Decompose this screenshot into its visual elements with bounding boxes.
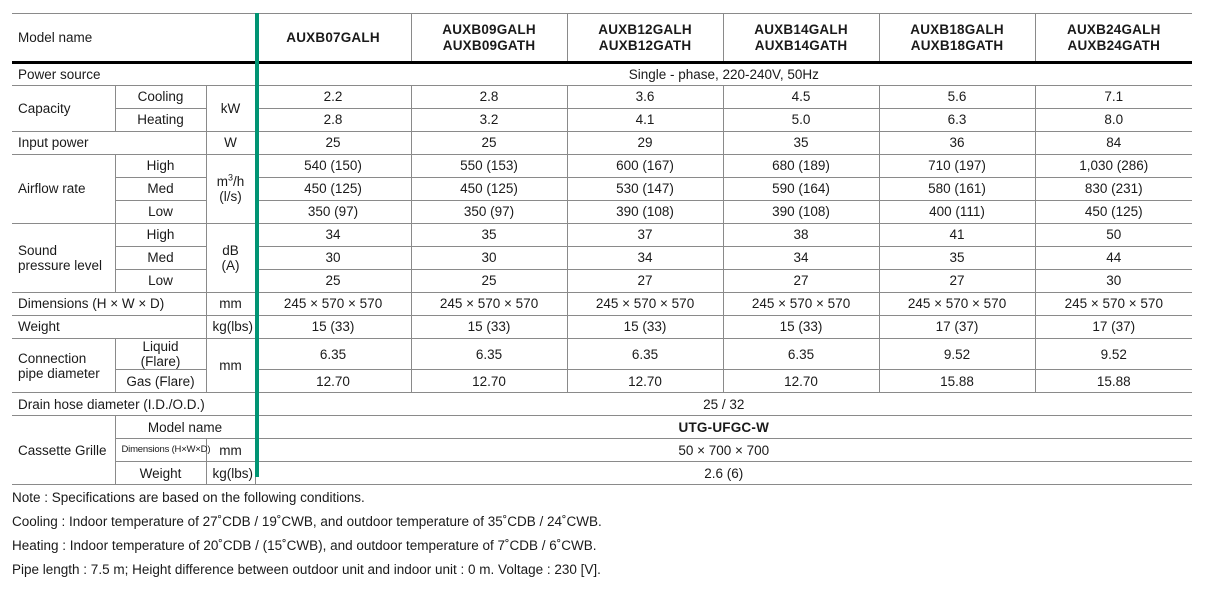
model-code-line: AUXB24GATH bbox=[1067, 37, 1161, 53]
cell-airflow-low-1: 350 (97) bbox=[255, 201, 411, 224]
specification-table-container bbox=[12, 13, 1192, 485]
cell-pipe-gas-4: 12.70 bbox=[723, 370, 879, 393]
cell-sound-high-4: 38 bbox=[723, 224, 879, 247]
cell-dimensions-3: 245 × 570 × 570 bbox=[567, 293, 723, 316]
cell-dimensions-1: 245 × 570 × 570 bbox=[255, 293, 411, 316]
cell-airflow-med-4: 590 (164) bbox=[723, 178, 879, 201]
cell-pipe-liquid-6: 9.52 bbox=[1035, 339, 1192, 370]
cell-pipe-liquid-5: 9.52 bbox=[879, 339, 1035, 370]
label-sound-pressure-level: Sound pressure level bbox=[12, 224, 115, 293]
cell-sound-high-3: 37 bbox=[567, 224, 723, 247]
unit-sound-pressure bbox=[206, 224, 255, 293]
label-drain-hose-diameter: Drain hose diameter (I.D./O.D.) bbox=[12, 393, 255, 416]
note-line-2: Cooling : Indoor temperature of 27˚CDB / 19˚CWB, and outdoor temperature of 35˚CDB / 24˚CWB. bbox=[12, 513, 602, 529]
label-sound-low: Low bbox=[115, 270, 206, 293]
model-column-header-3 bbox=[567, 14, 723, 63]
cell-capacity-heating-3: 4.1 bbox=[567, 109, 723, 132]
row-pipe-gas bbox=[12, 370, 1192, 393]
cell-input-power-2: 25 bbox=[411, 132, 567, 155]
label-capacity-cooling: Cooling bbox=[115, 86, 206, 109]
cell-airflow-med-5: 580 (161) bbox=[879, 178, 1035, 201]
model-code-line: AUXB12GALH bbox=[598, 22, 692, 38]
model-column-header-4 bbox=[723, 14, 879, 63]
cell-pipe-gas-3: 12.70 bbox=[567, 370, 723, 393]
cell-sound-med-1: 30 bbox=[255, 247, 411, 270]
model-column-header-1 bbox=[255, 14, 411, 63]
row-dimensions bbox=[12, 293, 1192, 316]
cell-sound-med-6: 44 bbox=[1035, 247, 1192, 270]
row-cassette-grille-dimensions bbox=[12, 439, 1192, 462]
cell-capacity-cooling-5: 5.6 bbox=[879, 86, 1035, 109]
cell-input-power-4: 35 bbox=[723, 132, 879, 155]
cell-pipe-gas-2: 12.70 bbox=[411, 370, 567, 393]
cell-weight-4: 15 (33) bbox=[723, 316, 879, 339]
note-line-1: Note : Specifications are based on the following conditions. bbox=[12, 490, 365, 505]
cell-pipe-liquid-1: 6.35 bbox=[255, 339, 411, 370]
cell-airflow-high-6: 1,030 (286) bbox=[1035, 155, 1192, 178]
unit-cassette-weight: kg(lbs) bbox=[206, 462, 255, 485]
label-airflow-high: High bbox=[115, 155, 206, 178]
label-airflow-rate: Airflow rate bbox=[12, 155, 115, 224]
cell-sound-high-1: 34 bbox=[255, 224, 411, 247]
cell-capacity-cooling-6: 7.1 bbox=[1035, 86, 1192, 109]
cell-airflow-med-3: 530 (147) bbox=[567, 178, 723, 201]
cell-sound-med-2: 30 bbox=[411, 247, 567, 270]
cell-weight-6: 17 (37) bbox=[1035, 316, 1192, 339]
cell-sound-low-4: 27 bbox=[723, 270, 879, 293]
row-power-source bbox=[12, 63, 1192, 86]
cell-capacity-cooling-3: 3.6 bbox=[567, 86, 723, 109]
cell-pipe-liquid-3: 6.35 bbox=[567, 339, 723, 370]
cell-sound-med-4: 34 bbox=[723, 247, 879, 270]
cell-airflow-high-2: 550 (153) bbox=[411, 155, 567, 178]
cell-capacity-heating-2: 3.2 bbox=[411, 109, 567, 132]
cell-pipe-gas-6: 15.88 bbox=[1035, 370, 1192, 393]
row-airflow-high bbox=[12, 155, 1192, 178]
cell-sound-high-5: 41 bbox=[879, 224, 1035, 247]
unit-capacity: kW bbox=[206, 86, 255, 132]
label-capacity: Capacity bbox=[12, 86, 115, 132]
cell-airflow-low-3: 390 (108) bbox=[567, 201, 723, 224]
cell-input-power-5: 36 bbox=[879, 132, 1035, 155]
cell-dimensions-5: 245 × 570 × 570 bbox=[879, 293, 1035, 316]
cell-pipe-gas-5: 15.88 bbox=[879, 370, 1035, 393]
value-power-source: Single - phase, 220-240V, 50Hz bbox=[255, 63, 1192, 86]
label-sound-med: Med bbox=[115, 247, 206, 270]
label-airflow-low: Low bbox=[115, 201, 206, 224]
label-capacity-heating: Heating bbox=[115, 109, 206, 132]
label-power-source: Power source bbox=[12, 63, 255, 86]
cell-airflow-low-6: 450 (125) bbox=[1035, 201, 1192, 224]
cell-pipe-liquid-4: 6.35 bbox=[723, 339, 879, 370]
note-line-3: Heating : Indoor temperature of 20˚CDB / (15˚CWB), and outdoor temperature of 7˚CDB / 6˚CWB. bbox=[12, 537, 597, 553]
model-code-line: AUXB18GATH bbox=[910, 37, 1004, 53]
unit-dimensions: mm bbox=[206, 293, 255, 316]
cell-sound-med-5: 35 bbox=[879, 247, 1035, 270]
row-sound-low bbox=[12, 270, 1192, 293]
row-capacity-heating bbox=[12, 109, 1192, 132]
label-connection-pipe-diameter bbox=[12, 339, 115, 393]
cell-weight-3: 15 (33) bbox=[567, 316, 723, 339]
cell-input-power-1: 25 bbox=[255, 132, 411, 155]
label-dimensions: Dimensions (H × W × D) bbox=[12, 293, 206, 316]
label-airflow-med: Med bbox=[115, 178, 206, 201]
cell-dimensions-6: 245 × 570 × 570 bbox=[1035, 293, 1192, 316]
cell-capacity-cooling-4: 4.5 bbox=[723, 86, 879, 109]
cell-airflow-med-2: 450 (125) bbox=[411, 178, 567, 201]
unit-sound-line2: (A) bbox=[221, 258, 240, 273]
row-sound-med bbox=[12, 247, 1192, 270]
cell-sound-med-3: 34 bbox=[567, 247, 723, 270]
cell-pipe-gas-1: 12.70 bbox=[255, 370, 411, 393]
model-code-line: AUXB14GATH bbox=[754, 37, 848, 53]
row-sound-high bbox=[12, 224, 1192, 247]
value-cassette-model-name: UTG-UFGC-W bbox=[255, 416, 1192, 439]
cell-sound-low-1: 25 bbox=[255, 270, 411, 293]
cell-airflow-low-5: 400 (111) bbox=[879, 201, 1035, 224]
header-model-name-label: Model name bbox=[12, 14, 255, 63]
label-pipe-liquid: Liquid (Flare) bbox=[115, 339, 206, 370]
cell-airflow-high-3: 600 (167) bbox=[567, 155, 723, 178]
model-column-header-5 bbox=[879, 14, 1035, 63]
label-sound-high: High bbox=[115, 224, 206, 247]
cell-airflow-low-4: 390 (108) bbox=[723, 201, 879, 224]
model-code-line: AUXB12GATH bbox=[598, 37, 692, 53]
cell-input-power-3: 29 bbox=[567, 132, 723, 155]
cell-airflow-high-5: 710 (197) bbox=[879, 155, 1035, 178]
notes-section bbox=[12, 490, 1192, 586]
row-input-power bbox=[12, 132, 1192, 155]
cell-dimensions-4: 245 × 570 × 570 bbox=[723, 293, 879, 316]
label-connection-line2: pipe diameter bbox=[18, 365, 100, 381]
cell-weight-1: 15 (33) bbox=[255, 316, 411, 339]
value-cassette-weight: 2.6 (6) bbox=[255, 462, 1192, 485]
row-cassette-grille-weight bbox=[12, 462, 1192, 485]
unit-cassette-dimensions: mm bbox=[206, 439, 255, 462]
label-weight: Weight bbox=[12, 316, 206, 339]
cell-sound-low-6: 30 bbox=[1035, 270, 1192, 293]
value-cassette-dimensions: 50 × 700 × 700 bbox=[255, 439, 1192, 462]
model-code-line: AUXB09GALH bbox=[442, 22, 536, 38]
label-cassette-weight: Weight bbox=[115, 462, 206, 485]
cell-weight-2: 15 (33) bbox=[411, 316, 567, 339]
cell-pipe-liquid-2: 6.35 bbox=[411, 339, 567, 370]
model-column-header-2 bbox=[411, 14, 567, 63]
label-pipe-gas: Gas (Flare) bbox=[115, 370, 206, 393]
cell-sound-low-5: 27 bbox=[879, 270, 1035, 293]
cell-sound-low-2: 25 bbox=[411, 270, 567, 293]
row-airflow-low bbox=[12, 201, 1192, 224]
row-capacity-cooling bbox=[12, 86, 1192, 109]
unit-airflow-line1: $m^3/h$ bbox=[216, 172, 245, 189]
cell-sound-high-6: 50 bbox=[1035, 224, 1192, 247]
label-input-power: Input power bbox=[12, 132, 206, 155]
unit-airflow-line2: (l/s) bbox=[219, 189, 242, 204]
row-drain-hose-diameter bbox=[12, 393, 1192, 416]
label-cassette-model-name: Model name bbox=[115, 416, 255, 439]
cell-capacity-heating-4: 5.0 bbox=[723, 109, 879, 132]
specification-table bbox=[12, 13, 1192, 485]
cell-capacity-cooling-2: 2.8 bbox=[411, 86, 567, 109]
model-code-line: AUXB07GALH bbox=[286, 29, 380, 45]
value-drain-hose-diameter: 25 / 32 bbox=[255, 393, 1192, 416]
row-airflow-med bbox=[12, 178, 1192, 201]
unit-weight: kg(lbs) bbox=[206, 316, 255, 339]
model-column-header-6 bbox=[1035, 14, 1192, 63]
cell-sound-high-2: 35 bbox=[411, 224, 567, 247]
model-code-line: AUXB18GALH bbox=[910, 22, 1004, 38]
row-pipe-liquid bbox=[12, 339, 1192, 370]
label-cassette-dimensions: Dimensions (H×W×D) bbox=[115, 439, 206, 462]
unit-input-power: W bbox=[206, 132, 255, 155]
label-connection-line1: Connection bbox=[18, 350, 87, 366]
row-cassette-grille-model bbox=[12, 416, 1192, 439]
cell-airflow-med-6: 830 (231) bbox=[1035, 178, 1192, 201]
cell-airflow-high-1: 540 (150) bbox=[255, 155, 411, 178]
row-weight bbox=[12, 316, 1192, 339]
cell-capacity-heating-1: 2.8 bbox=[255, 109, 411, 132]
cell-capacity-heating-6: 8.0 bbox=[1035, 109, 1192, 132]
unit-sound-line1: dB bbox=[222, 242, 239, 258]
unit-airflow-rate bbox=[206, 155, 255, 224]
cell-airflow-med-1: 450 (125) bbox=[255, 178, 411, 201]
cell-dimensions-2: 245 × 570 × 570 bbox=[411, 293, 567, 316]
cell-airflow-high-4: 680 (189) bbox=[723, 155, 879, 178]
table-header-row bbox=[12, 14, 1192, 63]
cell-airflow-low-2: 350 (97) bbox=[411, 201, 567, 224]
unit-connection-pipe: mm bbox=[206, 339, 255, 393]
accent-bar bbox=[255, 13, 259, 477]
cell-capacity-heating-5: 6.3 bbox=[879, 109, 1035, 132]
model-code-line: AUXB09GATH bbox=[442, 37, 536, 53]
cell-sound-low-3: 27 bbox=[567, 270, 723, 293]
cell-weight-5: 17 (37) bbox=[879, 316, 1035, 339]
model-code-line: AUXB24GALH bbox=[1067, 22, 1161, 38]
label-cassette-grille: Cassette Grille bbox=[12, 416, 115, 485]
cell-capacity-cooling-1: 2.2 bbox=[255, 86, 411, 109]
note-line-4: Pipe length : 7.5 m; Height difference between outdoor unit and indoor unit : 0 m. Voltage : 230 [V]. bbox=[12, 561, 601, 577]
model-code-line: AUXB14GALH bbox=[754, 22, 848, 38]
cell-input-power-6: 84 bbox=[1035, 132, 1192, 155]
